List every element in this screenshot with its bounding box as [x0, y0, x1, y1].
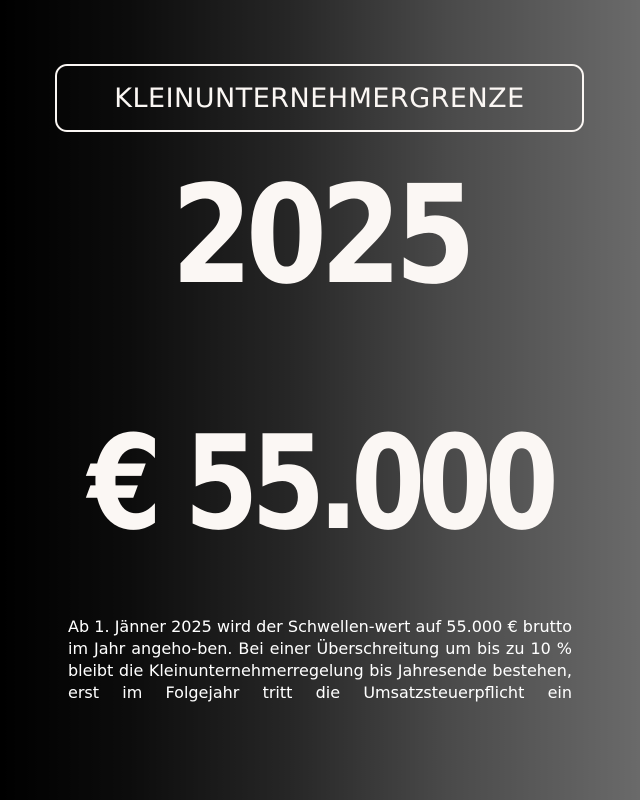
amount-text: € 55.000: [88, 407, 552, 559]
amount-heading: [0, 407, 640, 559]
title-text: KLEINUNTERNEHMERGRENZE: [114, 82, 525, 114]
description-paragraph: Ab 1. Jänner 2025 wird der Schwellen-wert auf 55.000 € brutto im Jahr angeho-ben. Bei einer Überschreitung um bis zu 10 % bleibt die Kleinunternehmerregelung bis Jahresende bestehen, erst im Folgejahr tritt die Umsatzsteuerpflicht ein: [68, 617, 572, 702]
title-box: [55, 64, 584, 132]
year-heading: [0, 157, 640, 315]
year-text: 2025: [170, 157, 469, 315]
